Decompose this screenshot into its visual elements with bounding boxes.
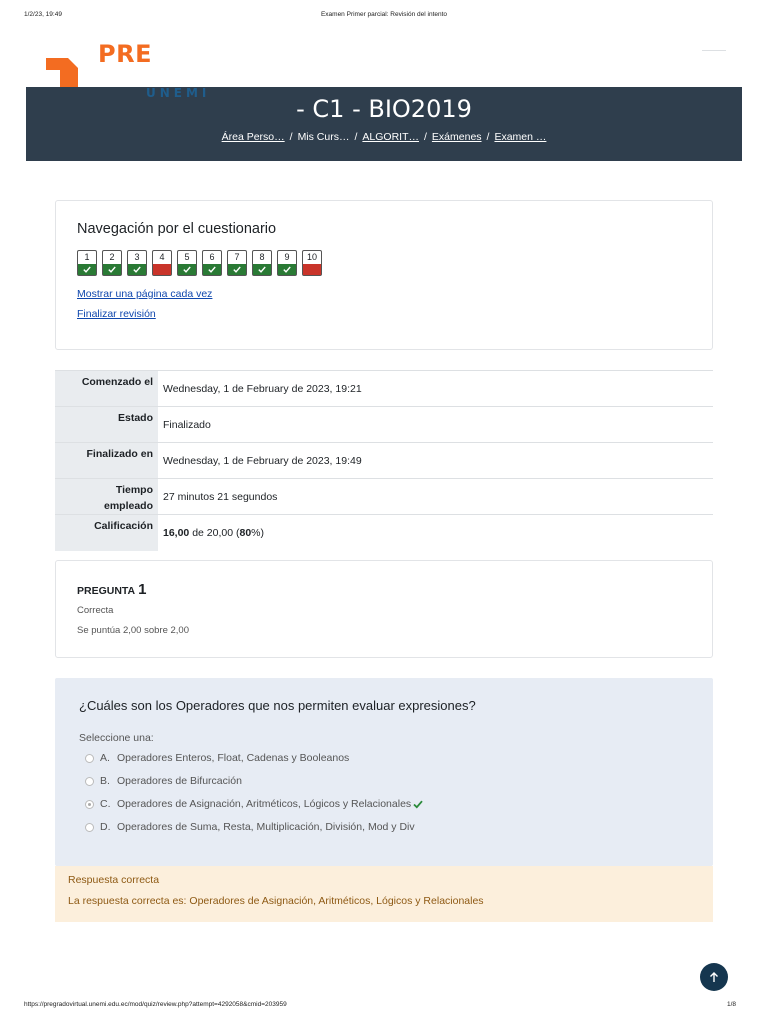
question-nav-number: 7 xyxy=(234,252,240,262)
top-divider xyxy=(702,50,726,51)
question-nav-button-5[interactable] xyxy=(177,250,197,276)
answer-text-b: Operadores de Bifurcación xyxy=(117,775,242,787)
answer-text-d: Operadores de Suma, Resta, Multiplicación, División, Mod y Div xyxy=(117,821,415,833)
check-icon xyxy=(208,266,216,273)
check-icon xyxy=(233,266,241,273)
question-nav-button-9[interactable] xyxy=(277,250,297,276)
question-nav-number: 9 xyxy=(284,252,290,262)
finished-label: Finalizado en xyxy=(55,443,158,479)
question-info-card xyxy=(55,560,713,658)
print-doc-title: Examen Primer parcial: Revisión del intento xyxy=(320,11,448,18)
page-title: - C1 - BIO2019 xyxy=(296,95,472,123)
answer-radio-b[interactable] xyxy=(85,777,94,786)
time-value: 27 minutos 21 segundos xyxy=(163,490,278,503)
correct-state-icon xyxy=(103,264,121,275)
question-nav-number: 5 xyxy=(184,252,190,262)
grade-percent: 80 xyxy=(239,526,252,539)
question-nav-number: 8 xyxy=(259,252,265,262)
grade-label: Calificación xyxy=(55,515,158,551)
print-datetime: 1/2/23, 19:49 xyxy=(24,11,62,18)
check-icon xyxy=(283,266,291,273)
grade-end: %) xyxy=(251,526,265,539)
grade-score: 16,00 xyxy=(163,526,190,539)
check-icon xyxy=(83,266,91,273)
question-number: 1 xyxy=(138,581,147,598)
answer-text-c: Operadores de Asignación, Aritméticos, Lógicos y Relacionales xyxy=(117,798,412,810)
question-label-text: PREGUNTA xyxy=(77,585,136,597)
question-nav-button-4[interactable] xyxy=(152,250,172,276)
finished-value: Wednesday, 1 de February de 2023, 19:49 xyxy=(163,454,362,467)
question-nav-button-3[interactable] xyxy=(127,250,147,276)
time-label-line2: empleado xyxy=(103,500,153,512)
time-label-line1: Tiempo xyxy=(115,484,153,496)
question-content xyxy=(55,678,713,866)
answer-option-d[interactable] xyxy=(85,821,415,833)
grade-mid: de 20,00 ( xyxy=(189,526,240,539)
print-header xyxy=(0,11,768,21)
question-nav-button-6[interactable] xyxy=(202,250,222,276)
print-url: https://pregradovirtual.unemi.edu.ec/mod/quiz/review.php?attempt=4292058&cmid=203959 xyxy=(24,1001,287,1008)
breadcrumb-course[interactable]: ALGORIT… xyxy=(362,131,419,143)
attempt-summary-table xyxy=(55,370,713,551)
answer-option-c[interactable] xyxy=(85,798,423,810)
question-prompt: Seleccione una: xyxy=(79,732,154,744)
incorrect-state-icon xyxy=(303,264,321,275)
answer-letter-d: D. xyxy=(100,821,111,833)
breadcrumb-area-personal[interactable]: Área Perso… xyxy=(221,131,285,143)
summary-row-grade xyxy=(55,515,713,551)
correct-state-icon xyxy=(178,264,196,275)
grade-value xyxy=(158,515,713,551)
answer-option-a[interactable] xyxy=(85,752,349,764)
time-label xyxy=(55,479,158,515)
question-state: Correcta xyxy=(77,605,114,616)
quiz-navigation-title: Navegación por el cuestionario xyxy=(77,221,277,237)
correct-state-icon xyxy=(278,264,296,275)
question-nav-number: 1 xyxy=(84,252,90,262)
feedback-text: La respuesta correcta es: Operadores de Asignación, Aritméticos, Lógicos y Relacionales xyxy=(68,895,484,907)
logo-subtext: UNEMI xyxy=(146,86,211,100)
question-nav-number: 6 xyxy=(209,252,215,262)
question-nav-buttons xyxy=(77,250,322,276)
question-grade: Se puntúa 2,00 sobre 2,00 xyxy=(77,625,189,636)
quiz-navigation-card xyxy=(55,200,713,350)
logo-text: PRE xyxy=(98,40,152,68)
feedback-title: Respuesta correcta xyxy=(68,874,160,886)
question-nav-number: 3 xyxy=(134,252,140,262)
state-label: Estado xyxy=(55,407,158,443)
started-value: Wednesday, 1 de February de 2023, 19:21 xyxy=(163,382,362,395)
answer-text-a: Operadores Enteros, Float, Cadenas y Booleanos xyxy=(117,752,350,764)
check-icon xyxy=(133,266,141,273)
answer-radio-d[interactable] xyxy=(85,823,94,832)
correct-state-icon xyxy=(228,264,246,275)
started-label: Comenzado el xyxy=(55,371,158,407)
answer-letter-c: C. xyxy=(100,798,111,810)
breadcrumb-examenes[interactable]: Exámenes xyxy=(431,131,482,143)
incorrect-state-icon xyxy=(153,264,171,275)
question-nav-number: 2 xyxy=(109,252,115,262)
summary-row-state xyxy=(55,407,713,443)
back-to-top-button[interactable] xyxy=(700,963,728,991)
correct-state-icon xyxy=(203,264,221,275)
check-icon xyxy=(258,266,266,273)
question-nav-button-10[interactable] xyxy=(302,250,322,276)
question-nav-number: 10 xyxy=(306,252,317,262)
arrow-up-icon xyxy=(708,971,720,983)
answer-radio-c[interactable] xyxy=(85,800,94,809)
check-icon xyxy=(108,266,116,273)
page-header xyxy=(26,87,742,161)
breadcrumb-mis-cursos[interactable]: Mis Curs… xyxy=(297,131,350,143)
summary-row-time xyxy=(55,479,713,515)
correct-state-icon xyxy=(78,264,96,275)
unemi-logo-icon xyxy=(46,58,78,88)
breadcrumb: Área Perso… / Mis Curs… / ALGORIT… / Exámenes / Examen … xyxy=(221,131,547,143)
question-nav-button-2[interactable] xyxy=(102,250,122,276)
finish-review-link[interactable]: Finalizar revisión xyxy=(77,308,156,320)
breadcrumb-examen[interactable]: Examen … xyxy=(494,131,547,143)
correct-check-icon xyxy=(413,800,423,809)
answer-radio-a[interactable] xyxy=(85,754,94,763)
answer-option-b[interactable] xyxy=(85,775,242,787)
question-nav-number: 4 xyxy=(159,252,165,262)
show-one-page-link[interactable]: Mostrar una página cada vez xyxy=(77,288,213,300)
answer-feedback xyxy=(55,866,713,922)
print-page: 1/8 xyxy=(726,1001,736,1008)
question-nav-button-8[interactable] xyxy=(252,250,272,276)
summary-row-started xyxy=(55,371,713,407)
summary-row-finished xyxy=(55,443,713,479)
state-value: Finalizado xyxy=(163,418,211,431)
correct-state-icon xyxy=(128,264,146,275)
question-label xyxy=(77,581,146,598)
question-nav-button-7[interactable] xyxy=(227,250,247,276)
answer-letter-b: B. xyxy=(100,775,110,787)
answer-letter-a: A. xyxy=(100,752,110,764)
question-text: ¿Cuáles son los Operadores que nos permiten evaluar expresiones? xyxy=(79,698,476,713)
correct-state-icon xyxy=(253,264,271,275)
check-icon xyxy=(183,266,191,273)
question-nav-button-1[interactable] xyxy=(77,250,97,276)
